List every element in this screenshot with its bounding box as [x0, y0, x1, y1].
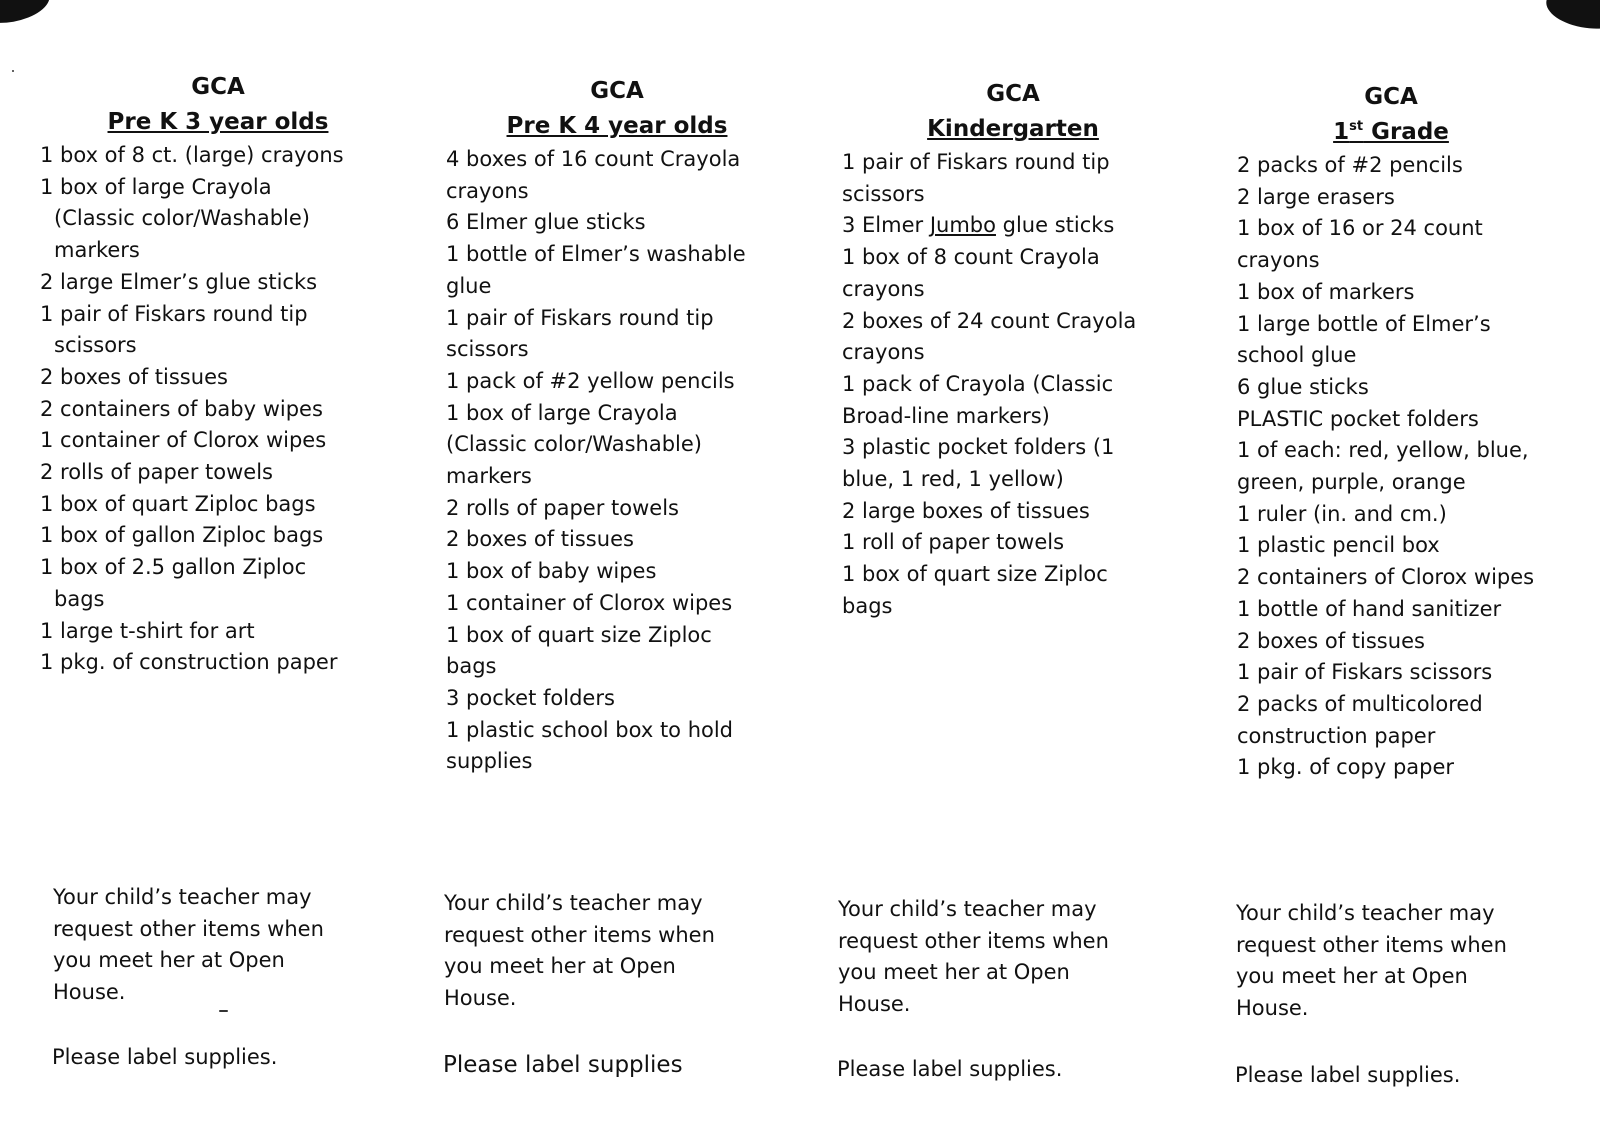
supply-item: 1 box of markers [1237, 279, 1415, 304]
supply-item: 1 box of 16 or 24 count crayons [1237, 216, 1483, 273]
supply-item: 2 large Elmer’s glue sticks [40, 269, 318, 294]
supply-item: 2 large boxes of tissues [842, 498, 1090, 523]
supply-item: 1 box of large Crayola (Classic color/Washable) markers [446, 400, 702, 489]
supply-item: 2 boxes of tissues [40, 364, 228, 389]
corner-blot-left [0, 0, 53, 29]
supply-item: 1 bottle of hand sanitizer [1237, 596, 1502, 621]
supply-item: 2 rolls of paper towels [40, 460, 273, 485]
supply-item: 1 roll of paper towels [842, 530, 1065, 555]
supply-item: 3 pocket folders [446, 685, 615, 710]
supply-item: 1 pack of #2 yellow pencils [446, 368, 735, 393]
supply-item: 1 pair of Fiskars round tip scissors [842, 150, 1110, 206]
supply-item: 1 container of Clorox wipes [446, 590, 733, 615]
emphasis-underline: Jumbo [929, 213, 996, 238]
scan-speck [219, 1010, 228, 1012]
supply-item: 1 container of Clorox wipes [40, 428, 327, 453]
corner-blot-right [1543, 0, 1600, 34]
supply-item: 2 large erasers [1237, 184, 1395, 209]
school-name: GCA [986, 81, 1040, 107]
scan-speck [12, 70, 14, 72]
supply-item: 1 ruler (in. and cm.) [1237, 501, 1447, 526]
supply-items [40, 140, 358, 679]
label-supplies-reminder: Please label supplies. [1235, 1063, 1461, 1087]
supply-item: 6 Elmer glue sticks [446, 210, 646, 235]
supply-item: 2 containers of Clorox wipes [1237, 565, 1535, 590]
supply-list-kindergarten [842, 77, 1212, 623]
supply-item: 1 pkg. of copy paper [1237, 755, 1455, 780]
supply-item: 3 plastic pocket folders (1 blue, 1 red, 1 yellow) [842, 435, 1115, 492]
supply-item: PLASTIC pocket folders [1237, 406, 1479, 431]
supply-item: 1 large bottle of Elmer’s school glue [1237, 311, 1491, 368]
supply-item: 1 box of 2.5 gallon Ziploc bags [40, 555, 307, 611]
supply-item: 2 packs of multicolored construction paper [1237, 691, 1483, 748]
teacher-request-note: Your child’s teacher may request other items when you meet her at Open House. [444, 891, 715, 1010]
grade-heading: Kindergarten [927, 116, 1099, 142]
label-supplies-reminder: Please label supplies [443, 1052, 683, 1078]
school-name: GCA [590, 78, 644, 104]
supply-item: 1 bottle of Elmer’s washable glue [446, 242, 746, 298]
ordinal-suffix: st [1349, 119, 1364, 134]
supply-item: 2 boxes of tissues [446, 527, 634, 552]
supply-item: 2 boxes of tissues [1237, 628, 1425, 653]
supply-list-first-grade [1237, 80, 1600, 784]
supply-item: 1 pair of Fiskars round tip scissors [446, 305, 714, 362]
supply-item: 1 box of gallon Ziploc bags [40, 523, 324, 548]
supply-item: 2 rolls of paper towels [446, 495, 679, 520]
supply-item: 1 pair of Fiskars scissors [1237, 660, 1493, 685]
supply-item: 1 box of quart Ziploc bags [40, 491, 316, 516]
teacher-request-note: Your child’s teacher may request other items when you meet her at Open House. [838, 897, 1109, 1016]
supply-item: 1 pkg. of construction paper [40, 650, 338, 675]
supply-item: 2 packs of #2 pencils [1237, 153, 1463, 177]
supply-item: 1 plastic school box to hold supplies [446, 717, 734, 774]
supply-item: 1 box of 8 count Crayola crayons [842, 245, 1100, 301]
supply-item: 1 box of quart size Ziploc bags [842, 562, 1108, 618]
grade-heading: Pre K 4 year olds [506, 113, 728, 139]
supply-item: 1 plastic pencil box [1237, 533, 1440, 558]
supply-item: 1 box of large Crayola (Classic color/Washable) markers [40, 174, 310, 263]
supply-item: 4 boxes of 16 count Crayola crayons [446, 147, 741, 203]
supply-item: 1 box of baby wipes [446, 559, 657, 584]
supply-items [842, 147, 1152, 623]
supply-item: 2 boxes of 24 count Crayola crayons [842, 308, 1137, 365]
supply-item: 1 pair of Fiskars round tip scissors [40, 301, 308, 358]
supply-list-prek4 [446, 74, 816, 778]
teacher-request-note: Your child’s teacher may request other items when you meet her at Open House. [1236, 901, 1507, 1020]
supply-item: 6 glue sticks [1237, 374, 1369, 399]
supply-item: 1 box of 8 ct. (large) crayons [40, 143, 344, 167]
supply-item: 1 pack of Crayola (Classic Broad-line markers) [842, 371, 1114, 428]
grade-heading: 1st Grade [1333, 119, 1449, 145]
school-name: GCA [191, 74, 245, 100]
supply-item: 2 containers of baby wipes [40, 396, 323, 421]
supply-item: 1 large t-shirt for art [40, 618, 255, 643]
teacher-request-note: Your child’s teacher may request other items when you meet her at Open House. [53, 885, 324, 1004]
supply-items [1237, 150, 1557, 784]
supply-items [446, 144, 758, 778]
label-supplies-reminder: Please label supplies. [52, 1045, 278, 1069]
supply-item: 1 of each: red, yellow, blue, green, purple, orange [1237, 438, 1529, 495]
supply-item: 3 Elmer Jumbo glue sticks [842, 213, 1115, 238]
label-supplies-reminder: Please label supplies. [837, 1057, 1063, 1081]
supply-item: 1 box of quart size Ziploc bags [446, 622, 712, 679]
grade-heading: Pre K 3 year olds [107, 109, 329, 135]
supply-list-prek3 [40, 70, 410, 679]
school-name: GCA [1364, 84, 1418, 110]
